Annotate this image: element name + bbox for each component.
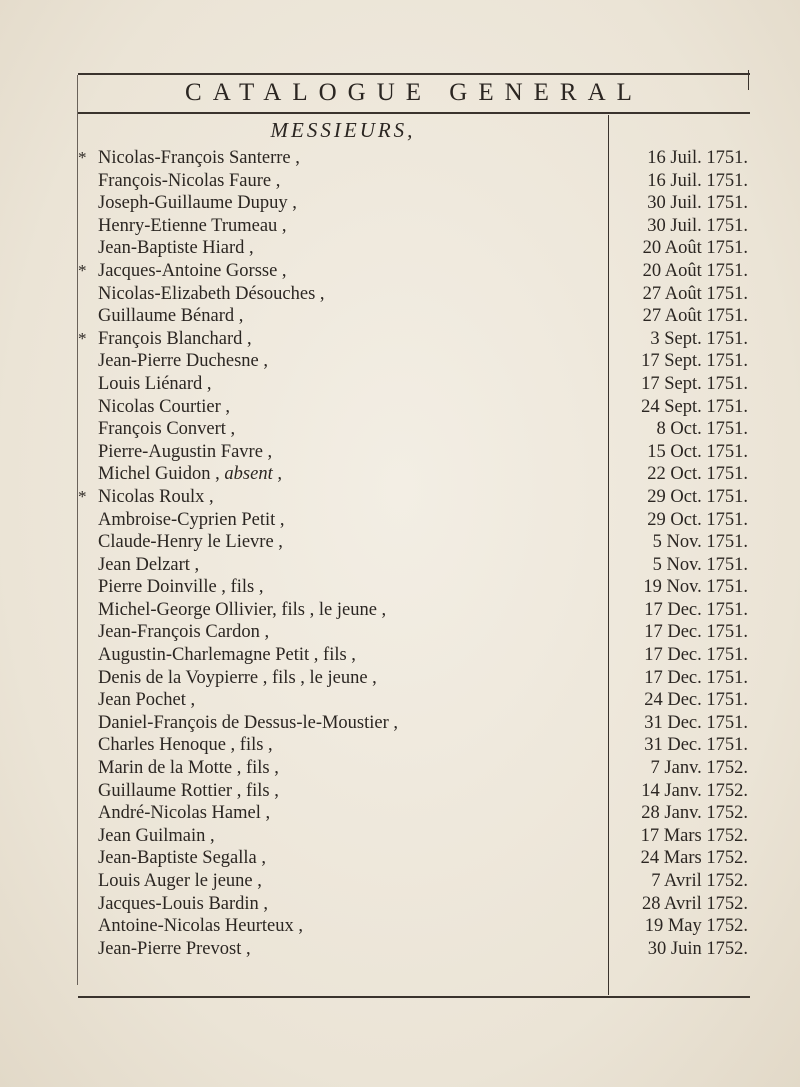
entry-date: 16 Juil. 1751.	[647, 148, 748, 168]
entry-date: 17 Dec. 1751.	[644, 622, 748, 643]
list-item	[78, 599, 750, 622]
entry-date: 17 Dec. 1751.	[644, 599, 748, 620]
entry-name-cell	[98, 373, 608, 396]
entry-name: André-Nicolas Hamel ,	[98, 803, 271, 824]
entry-name-cell	[98, 260, 608, 283]
entry-name-cell	[98, 350, 608, 373]
entry-note: absent ,	[224, 464, 282, 485]
list-item	[78, 170, 750, 193]
entry-date: 27 Août 1751.	[642, 283, 748, 304]
entry-name-cell	[98, 554, 608, 577]
entry-name-cell	[98, 441, 608, 464]
list-item	[78, 893, 750, 916]
entry-name-cell	[98, 509, 608, 532]
entry-name: Michel Guidon ,	[98, 464, 220, 485]
entry-name-cell	[98, 531, 608, 554]
entry-date: 17 Dec. 1751.	[644, 667, 748, 688]
list-item	[78, 463, 750, 486]
entry-name: Michel-George Ollivier, fils , le jeune ,	[98, 599, 387, 620]
page-title: CATALOGUE GENERAL	[185, 79, 643, 106]
entry-name: Jean Delzart ,	[98, 554, 200, 575]
entry-name: Jean-Pierre Duchesne ,	[98, 351, 269, 372]
entry-date: 30 Juin 1752.	[647, 938, 748, 959]
entry-date: 16 Juil. 1751.	[647, 170, 748, 191]
entry-name: Pierre Doinville , fils ,	[98, 577, 264, 598]
entry-date: 30 Juil. 1751.	[647, 193, 748, 214]
entry-name-cell	[98, 283, 608, 306]
list-item	[78, 418, 750, 441]
list-item	[78, 689, 750, 712]
entry-name: François-Nicolas Faure ,	[98, 170, 281, 191]
entry-name: Jean Pochet ,	[98, 690, 196, 711]
entry-name: Jean-François Cardon ,	[98, 622, 270, 643]
list-item	[78, 870, 750, 893]
list-item	[78, 667, 750, 690]
entry-name-cell	[98, 599, 608, 622]
list-item	[78, 305, 750, 328]
entry-name-cell	[98, 757, 608, 780]
entry-name: Ambroise-Cyprien Petit ,	[98, 509, 285, 530]
entry-name-cell	[98, 305, 608, 328]
list-item	[78, 576, 750, 599]
bottom-rule	[78, 996, 750, 998]
entry-name: Marin de la Motte , fils ,	[98, 758, 279, 779]
entry-date: 27 Août 1751.	[642, 306, 748, 327]
entry-date: 7 Avril 1752.	[651, 871, 748, 891]
list-item	[78, 780, 750, 803]
entry-date: 15 Oct. 1751.	[647, 441, 748, 462]
entry-name-cell	[98, 621, 608, 644]
entry-name-cell	[98, 328, 608, 351]
list-item	[78, 373, 750, 396]
entry-date: 22 Oct. 1751.	[647, 464, 748, 485]
entry-name-cell	[98, 170, 608, 193]
entry-name-cell	[98, 802, 608, 825]
entry-name: Jacques-Antoine Gorsse ,	[98, 260, 287, 281]
list-item	[78, 509, 750, 532]
entry-name: Augustin-Charlemagne Petit , fils ,	[98, 645, 356, 666]
entry-name-cell	[98, 418, 608, 441]
entry-date: 24 Mars 1752.	[640, 848, 748, 869]
entry-date: 29 Oct. 1751.	[647, 509, 748, 530]
entry-name: Louis Liénard ,	[98, 373, 212, 394]
entry-name-cell	[98, 938, 608, 961]
list-item	[78, 847, 750, 870]
list-item	[78, 757, 750, 780]
entry-name: Louis Auger le jeune ,	[98, 871, 262, 891]
entry-name-cell	[98, 576, 608, 599]
entry-date: 3 Sept. 1751.	[650, 328, 748, 349]
entry-date: 19 May 1752.	[644, 916, 748, 937]
entry-marker: *	[78, 148, 87, 167]
entry-name: Claude-Henry le Lievre ,	[98, 532, 283, 553]
entry-date: 24 Dec. 1751.	[644, 690, 748, 711]
header-rule	[78, 112, 750, 114]
entry-name: Nicolas-Elizabeth Désouches ,	[98, 283, 325, 304]
list-item	[78, 283, 750, 306]
entry-date: 7 Janv. 1752.	[650, 758, 748, 779]
list-item	[78, 237, 750, 260]
entry-date: 24 Sept. 1751.	[641, 396, 748, 417]
entry-name-cell	[98, 712, 608, 735]
entry-name-cell	[98, 147, 608, 170]
list-item	[78, 802, 750, 825]
entry-name: Charles Henoque , fils ,	[98, 735, 273, 756]
entry-name: Jean Guilmain ,	[98, 825, 215, 846]
list-item	[78, 531, 750, 554]
entry-name: Joseph-Guillaume Dupuy ,	[98, 193, 297, 214]
list-item	[78, 396, 750, 419]
entry-date: 28 Avril 1752.	[641, 893, 748, 914]
entry-name-cell	[98, 192, 608, 215]
entry-date: 28 Janv. 1752.	[641, 803, 748, 824]
entry-name-cell	[98, 847, 608, 870]
entry-name-cell	[98, 915, 608, 938]
section-heading: MESSIEURS,	[270, 118, 416, 142]
list-item	[78, 554, 750, 577]
entry-name-cell	[98, 667, 608, 690]
entry-name-cell	[98, 486, 608, 509]
list-item	[78, 486, 750, 509]
entry-name-cell	[98, 780, 608, 803]
entry-name: François Convert ,	[98, 419, 236, 440]
entry-date: 8 Oct. 1751.	[656, 419, 748, 440]
list-item	[78, 350, 750, 373]
entry-name-cell	[98, 689, 608, 712]
entry-marker: *	[78, 328, 87, 348]
entry-name-cell	[98, 237, 608, 260]
entry-name: Guillaume Rottier , fils ,	[98, 780, 279, 801]
entry-name: Guillaume Bénard ,	[98, 306, 244, 327]
entry-name: Pierre-Augustin Favre ,	[98, 441, 273, 462]
entry-date: 31 Dec. 1751.	[644, 712, 748, 733]
list-item	[78, 825, 750, 848]
list-item	[78, 328, 750, 351]
entry-date: 19 Nov. 1751.	[643, 577, 748, 598]
entry-date: 17 Mars 1752.	[640, 825, 748, 846]
list-item	[78, 441, 750, 464]
entry-name: Henry-Etienne Trumeau ,	[98, 215, 287, 236]
entry-name: Denis de la Voypierre , fils , le jeune ,	[98, 667, 377, 688]
entry-date: 17 Dec. 1751.	[644, 645, 748, 666]
entry-date: 31 Dec. 1751.	[644, 735, 748, 756]
list-item	[78, 734, 750, 757]
entry-name: Jacques-Louis Bardin ,	[98, 893, 269, 914]
entry-name: Jean-Baptiste Segalla ,	[98, 848, 266, 869]
entry-date: 14 Janv. 1752.	[641, 780, 748, 801]
entry-name-cell	[98, 825, 608, 848]
list-item	[78, 938, 750, 961]
list-item	[78, 215, 750, 238]
entry-name: François Blanchard ,	[98, 328, 252, 349]
entry-name-cell	[98, 893, 608, 916]
entry-name: Jean-Baptiste Hiard ,	[98, 238, 254, 259]
entry-name-cell	[98, 215, 608, 238]
entry-name: Nicolas-François Santerre ,	[98, 148, 300, 168]
entry-date: 17 Sept. 1751.	[641, 351, 748, 372]
entry-date: 5 Nov. 1751.	[652, 554, 748, 575]
entry-name: Nicolas Roulx ,	[98, 486, 214, 507]
entry-name: Daniel-François de Dessus-le-Moustier ,	[98, 712, 399, 733]
entry-name-cell	[98, 396, 608, 419]
entries-list	[78, 147, 750, 960]
list-item	[78, 712, 750, 735]
entry-marker: *	[78, 260, 87, 280]
list-item	[78, 260, 750, 283]
entry-name: Nicolas Courtier ,	[98, 396, 231, 417]
entry-date: 20 Août 1751.	[642, 238, 748, 259]
entry-name: Antoine-Nicolas Heurteux ,	[98, 916, 303, 937]
entry-name: Jean-Pierre Prevost ,	[98, 938, 251, 959]
list-item	[78, 147, 750, 170]
entry-name-cell	[98, 734, 608, 757]
entry-date: 5 Nov. 1751.	[652, 532, 748, 553]
entry-name-cell	[98, 644, 608, 667]
entry-date: 30 Juil. 1751.	[647, 215, 748, 236]
entry-name-cell	[98, 870, 608, 893]
entry-name-cell	[98, 463, 608, 486]
entry-date: 29 Oct. 1751.	[647, 486, 748, 507]
entry-date: 20 Août 1751.	[642, 260, 748, 281]
top-rule	[78, 73, 750, 75]
entry-date: 17 Sept. 1751.	[641, 373, 748, 394]
list-item	[78, 644, 750, 667]
entry-marker: *	[78, 486, 87, 506]
list-item	[78, 915, 750, 938]
list-item	[78, 192, 750, 215]
list-item	[78, 621, 750, 644]
